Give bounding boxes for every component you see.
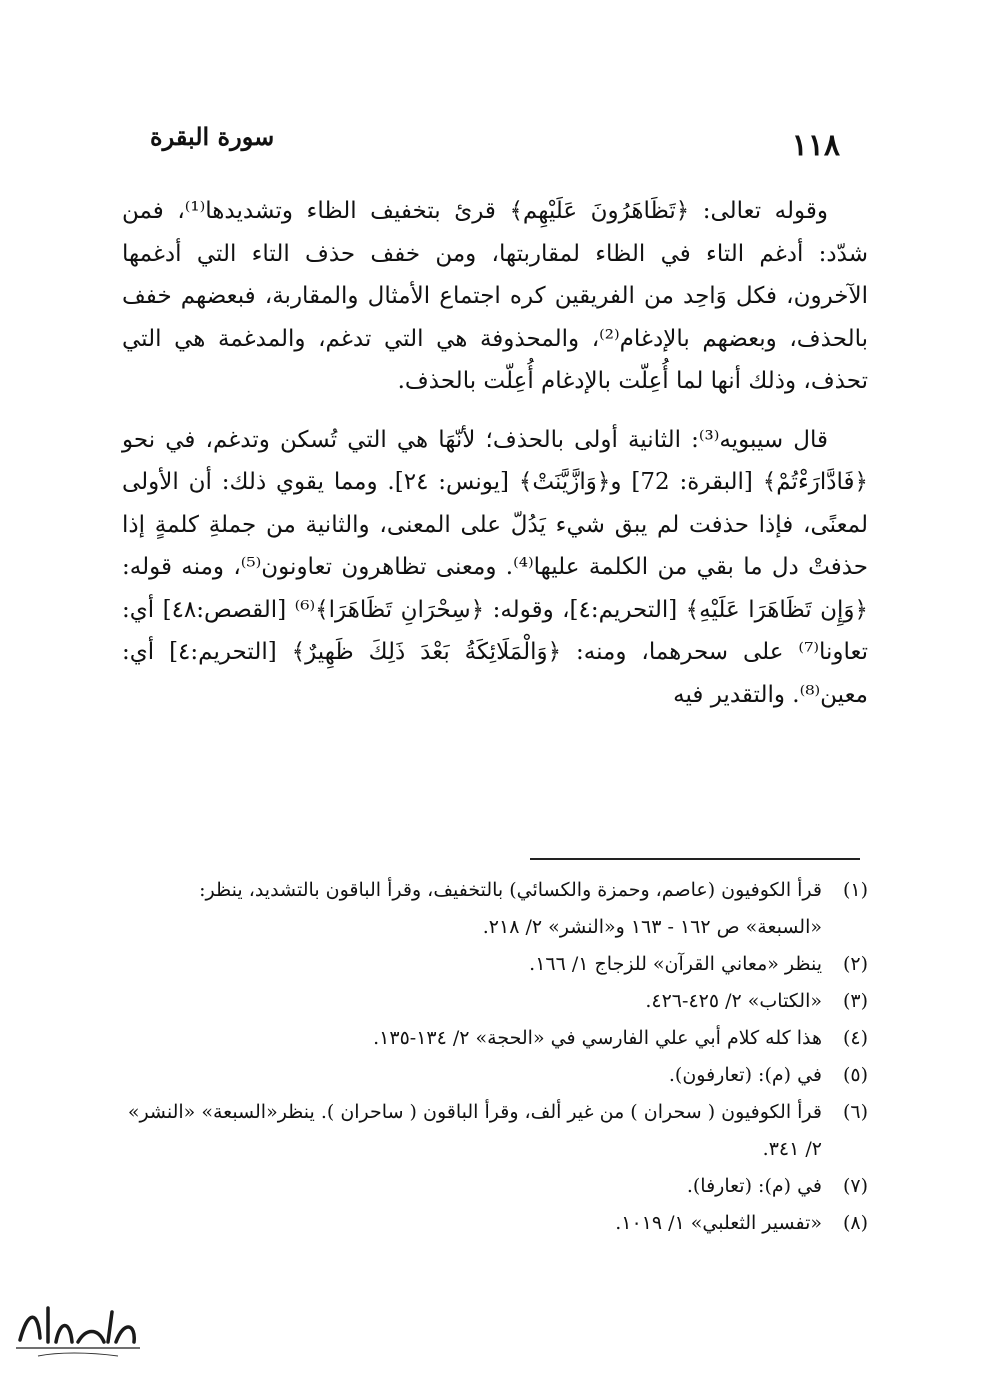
paragraph: قال سيبويه⁽³⁾: الثانية أولى بالحذف؛ لأنّهَا هي التي تُسكن وتدغم، في نحو ﴿فَادَّارَءْتُمْ﴾ [البقرة: 72] و﴿وَازَّيَّنَتْ﴾ [يونس: ٢٤]. ومما يقوي ذلك: أن الأولى لمعنًى، فإذا حذفت لم يبق شيء يَدُلّ على المعنى، والثانية من جملةِ كلمةٍ إذا حذفتْ دل ما بقي من الكلمة عليها⁽⁴⁾. ومعنى تظاهرون تعاونون⁽⁵⁾، ومنه قوله: ﴿وَإِن تَظَاهَرَا عَلَيْهِ﴾ [التحريم:٤]، وقوله: ﴿سِحْرَانِ تَظَاهَرَا﴾⁽⁶⁾ [القصص:٤٨] أي: تعاونا⁽⁷⁾ على سحرهما، ومنه: ﴿وَالْمَلَائِكَةُ بَعْدَ ذَلِكَ ظَهِيرٌ﴾ [التحريم:٤] أي: معين⁽⁸⁾. والتقدير فيه: [122, 426, 868, 708]
footnote-item: [122, 1020, 868, 1057]
footnote-item: [122, 946, 868, 983]
footnote-text: قرأ الكوفيون (عاصم، وحمزة والكسائي) بالتخفيف، وقرأ الباقون بالتشديد، ينظر: «السبعة» ص ١٦٢ - ١٦٣ و«النشر» ٢/ ٢١٨.: [199, 879, 822, 938]
footnote-text: في (م): (تعارفون).: [668, 1064, 822, 1086]
page-header: [150, 118, 840, 162]
running-title: سورة البقرة: [150, 122, 275, 151]
paragraph: وقوله تعالى: ﴿تَظَاهَرُونَ عَلَيْهِم﴾ قرئ بتخفيف الظاء وتشديدها⁽¹⁾، فمن شدّد: أدغم التاء في الظاء لمقاربتها، ومن خفف حذف التاء التي أدغمها الآخرون، فكل وَاحِد من الفريقين كره اجتماع الأمثال والمقاربة، فبعضهم خفف بالحذف، وبعضهم بالإدغام⁽²⁾، والمحذوفة هي التي تدغم، والمدغمة هي التي تحذف، وذلك أنها لما أُعِلّت بالإدغام أُعِلّت بالحذف.: [122, 198, 868, 394]
footnote-text: «الكتاب» ٢/ ٤٢٥-٤٢٦.: [645, 990, 822, 1012]
footnote-number: (٦): [842, 1101, 868, 1123]
footnote-number: (٢): [842, 953, 868, 975]
footnote-separator: [530, 858, 860, 860]
footnote-number: (١): [842, 879, 868, 901]
footnote-item: [122, 1168, 868, 1205]
footnote-text: في (م): (تعارفا).: [686, 1175, 822, 1197]
footnote-item: [122, 1094, 868, 1168]
footnote-text: «تفسير الثعلبي» ١/ ١٠١٩.: [615, 1212, 822, 1234]
footnote-item: [122, 1057, 868, 1094]
publisher-logo: [8, 1290, 148, 1370]
footnote-text: قرأ الكوفيون ( سحران ) من غير ألف، وقرأ الباقون ( ساحران ). ينظر«السبعة» «النشر» ٢/ ٣٤١.: [127, 1101, 822, 1160]
footnote-item: [122, 1205, 868, 1242]
footnote-item: [122, 872, 868, 946]
footnote-number: (٣): [842, 990, 868, 1012]
footnote-number: (٤): [842, 1027, 868, 1049]
page-number: ١١٨: [791, 128, 840, 163]
footnotes: [122, 872, 868, 1242]
footnote-number: (٥): [842, 1064, 868, 1086]
main-text: [122, 190, 868, 716]
footnote-number: (٨): [842, 1212, 868, 1234]
footnote-text: ينظر «معاني القرآن» للزجاج ١/ ١٦٦.: [529, 953, 822, 975]
footnote-text: هذا كله كلام أبي علي الفارسي في «الحجة» ٢/ ١٣٤-١٣٥.: [373, 1027, 822, 1049]
footnote-number: (٧): [842, 1175, 868, 1197]
footnote-item: [122, 983, 868, 1020]
